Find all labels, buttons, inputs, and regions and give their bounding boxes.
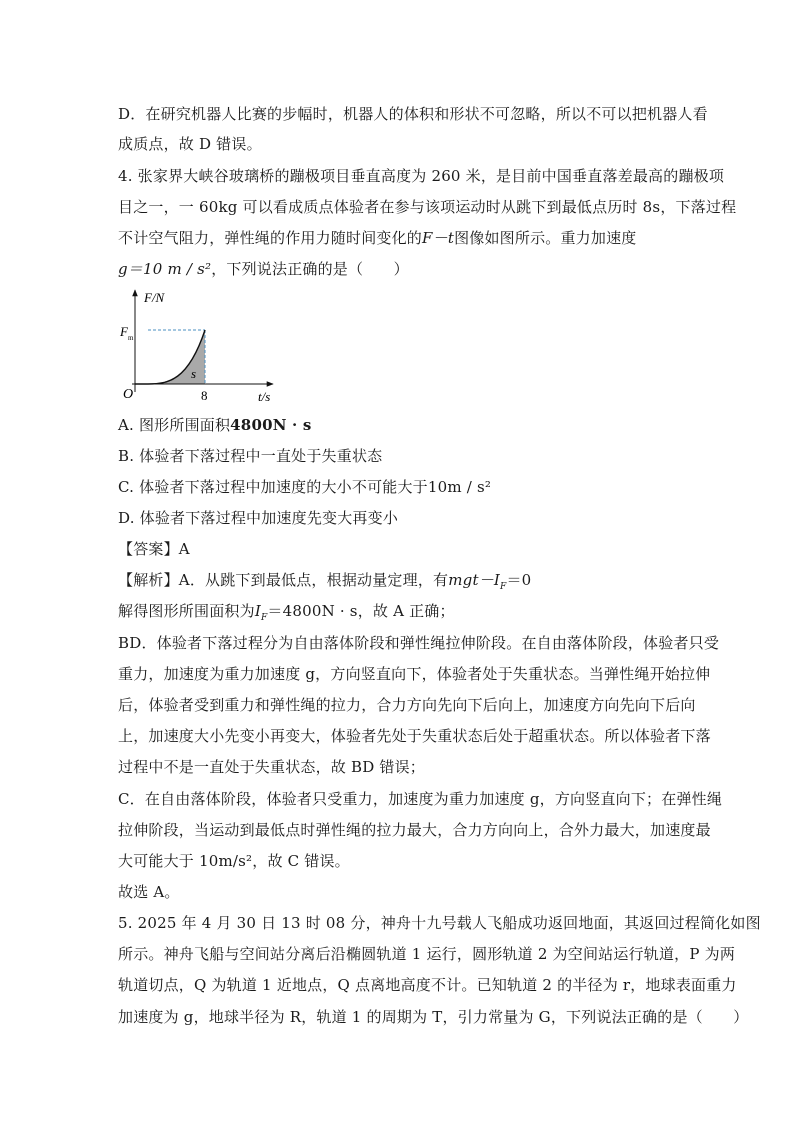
question-4-stem: 4. 张家界大峡谷玻璃桥的蹦极项目垂直高度为 260 米，是目前中国垂直落差最高的蹦极项 [118,167,725,185]
math-expr: F－t [422,229,455,247]
text-line: 轨道切点，Q 为轨道 1 近地点，Q 点离地高度不计。已知轨道 2 的半径为 r，地球表面重力 [118,976,737,994]
t-tick-label: 8 [201,388,208,403]
question-5-stem: 5. 2025 年 4 月 30 日 13 时 08 分，神舟十九号载人飞船成功返回地面，其返回过程简化如图 [118,914,761,932]
analysis-line: 大可能大于 10m/s²，故 C 错误。 [118,852,350,870]
text-line: 所示。神舟飞船与空间站分离后沿椭圆轨道 1 运行，圆形轨道 2 为空间站运行轨道，P 为两 [118,945,736,963]
text-line: 成质点，故 D 错误。 [118,135,262,153]
option-b: B. 体验者下落过程中一直处于失重状态 [118,447,383,465]
area-label: s [191,366,197,381]
text-line: 加速度为 g，地球半径为 R，轨道 1 的周期为 T，引力常量为 G，下列说法正确的是（ ） [118,1008,749,1026]
math-expr: 4800N · s [230,416,312,434]
text-line: 不计空气阻力，弹性绳的作用力随时间变化的F－t图像如图所示。重力加速度 [118,229,637,247]
origin-label: O [123,387,134,402]
analysis-line: 解得图形所围面积为$I_F=4800N \cdot s$，故 A 正确； [118,602,455,623]
force-time-graph [118,284,288,406]
analysis-line: 拉伸阶段，当运动到最低点时弹性绳的拉力最大，合力方向向上，合外力最大，加速度最 [118,821,711,839]
y-axis-label: F/N [144,290,165,305]
analysis-line: 后，体验者受到重力和弹性绳的拉力，合力方向先向下后向上，加速度方向先向下后向 [118,696,696,714]
analysis-line: 过程中不是一直处于失重状态，故 BD 错误； [118,758,425,776]
text-line: D．在研究机器人比赛的步幅时，机器人的体积和形状不可忽略，所以不可以把机器人看 [118,105,708,123]
conclusion-line: 故选 A。 [118,883,180,901]
fm-subscript: m [128,334,134,342]
x-axis-label: t/s [258,389,271,404]
option-c: C. 体验者下落过程中加速度的大小不可能大于10m / s² [118,478,492,496]
option-a: A. 图形所围面积4800N · s [118,416,312,434]
analysis-line: 上，加速度大小先变小再变大，体验者先处于失重状态后处于超重状态。所以体验者下落 [118,727,711,745]
shaded-area [148,330,205,384]
fm-label: F [120,324,128,339]
math-expr: 10m / s² [427,478,492,496]
analysis-line: BD．体验者下落过程分为自由落体阶段和弹性绳拉伸阶段。在自由落体阶段，体验者只受 [118,634,720,652]
analysis-line: 【解析】A．从跳下到最低点，根据动量定理，有$mgt-I_F=0$ [118,571,532,592]
text-line: 目之一，一 60kg 可以看成质点体验者在参与该项运动时从跳下到最低点历时 8s，下落过程 [118,198,737,216]
text-line: g＝10 m / s²，下列说法正确的是（ ） [118,260,409,278]
option-d: D. 体验者下落过程中加速度先变大再变小 [118,509,399,527]
analysis-line: C．在自由落体阶段，体验者只受重力，加速度为重力加速度 g，方向竖直向下；在弹性绳 [118,790,723,808]
analysis-line: 重力，加速度为重力加速度 g，方向竖直向下，体验者处于失重状态。当弹性绳开始拉伸 [118,665,711,683]
math-expr: g＝10 m / s² [118,260,212,278]
answer-line: 【答案】A [118,540,190,558]
